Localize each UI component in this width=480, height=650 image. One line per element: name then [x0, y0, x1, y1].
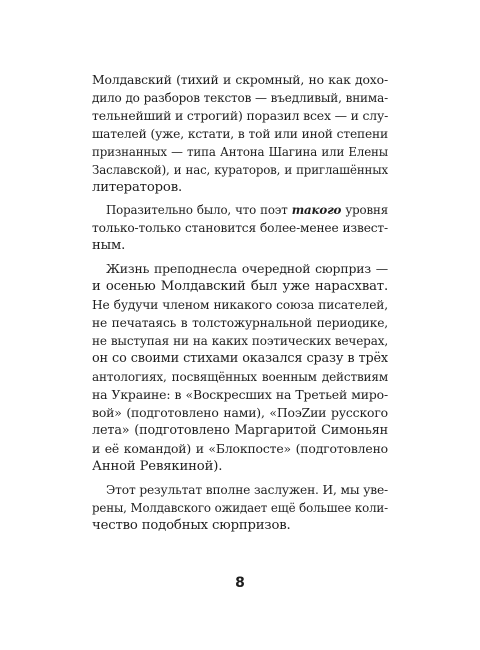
- paragraph-line: рены, Молдавского ожидает ещё большее коли-: [92, 501, 388, 515]
- paragraph-line: ным.: [92, 238, 126, 253]
- paragraph-line: не печатаясь в толстожурнальной периодике,: [92, 316, 388, 330]
- paragraph-line: дило до разборов текстов — въедливый, внима-: [92, 91, 388, 105]
- paragraph-line: признанных — типа Антона Шагина или Елены: [92, 145, 388, 159]
- paragraph-line: тельнейший и строгий) поразил всех — и слу-: [92, 108, 389, 123]
- text-run: Поразительно было, что поэт: [106, 203, 292, 217]
- paragraph-line: чество подобных сюрпризов.: [92, 518, 291, 533]
- paragraph-line: и её командой) и «Блокпосте» (подготовлено: [92, 441, 388, 456]
- paragraph-line: на Украине: в «Воскресших на Третьей миро-: [92, 387, 388, 402]
- paragraph-line: Не будучи членом никакого союза писателей,: [92, 298, 388, 312]
- paragraph-line: и осенью Молдавский был уже нарасхват.: [92, 279, 388, 294]
- paragraph-line: [92, 201, 388, 219]
- emphasis-text: такого: [291, 203, 342, 217]
- page-number: 8: [235, 575, 245, 591]
- paragraph-line: только-только становится более-менее извест-: [92, 221, 388, 235]
- paragraph-line: антологиях, посвящённых военным действиям: [92, 370, 388, 384]
- paragraph-line: Молдавский (тихий и скромный, но как дохо-: [92, 72, 388, 87]
- paragraph-line: литераторов.: [92, 180, 183, 195]
- paragraph-line: лета» (подготовлено Маргаритой Симоньян: [92, 423, 388, 438]
- paragraph-line: Жизнь преподнесла очередной сюрприз —: [106, 261, 388, 276]
- paragraph-line: Анной Ревякиной).: [92, 459, 223, 474]
- paragraph-line: он со своими стихами оказался сразу в трёх: [92, 351, 388, 366]
- paragraph-line: Заславской), и нас, кураторов, и приглашённых: [92, 163, 388, 177]
- paragraph-line: Этот результат вполне заслужен. И, мы уве-: [106, 483, 388, 497]
- paragraph-line: шателей (уже, кстати, в той или иной степени: [92, 127, 388, 141]
- text-run: уровня: [341, 203, 388, 217]
- paragraph-line: вой» (подготовлено нами), «ПоэZии русского: [92, 405, 388, 420]
- paragraph-line: не выступая ни на каких поэтических вечерах,: [92, 334, 388, 348]
